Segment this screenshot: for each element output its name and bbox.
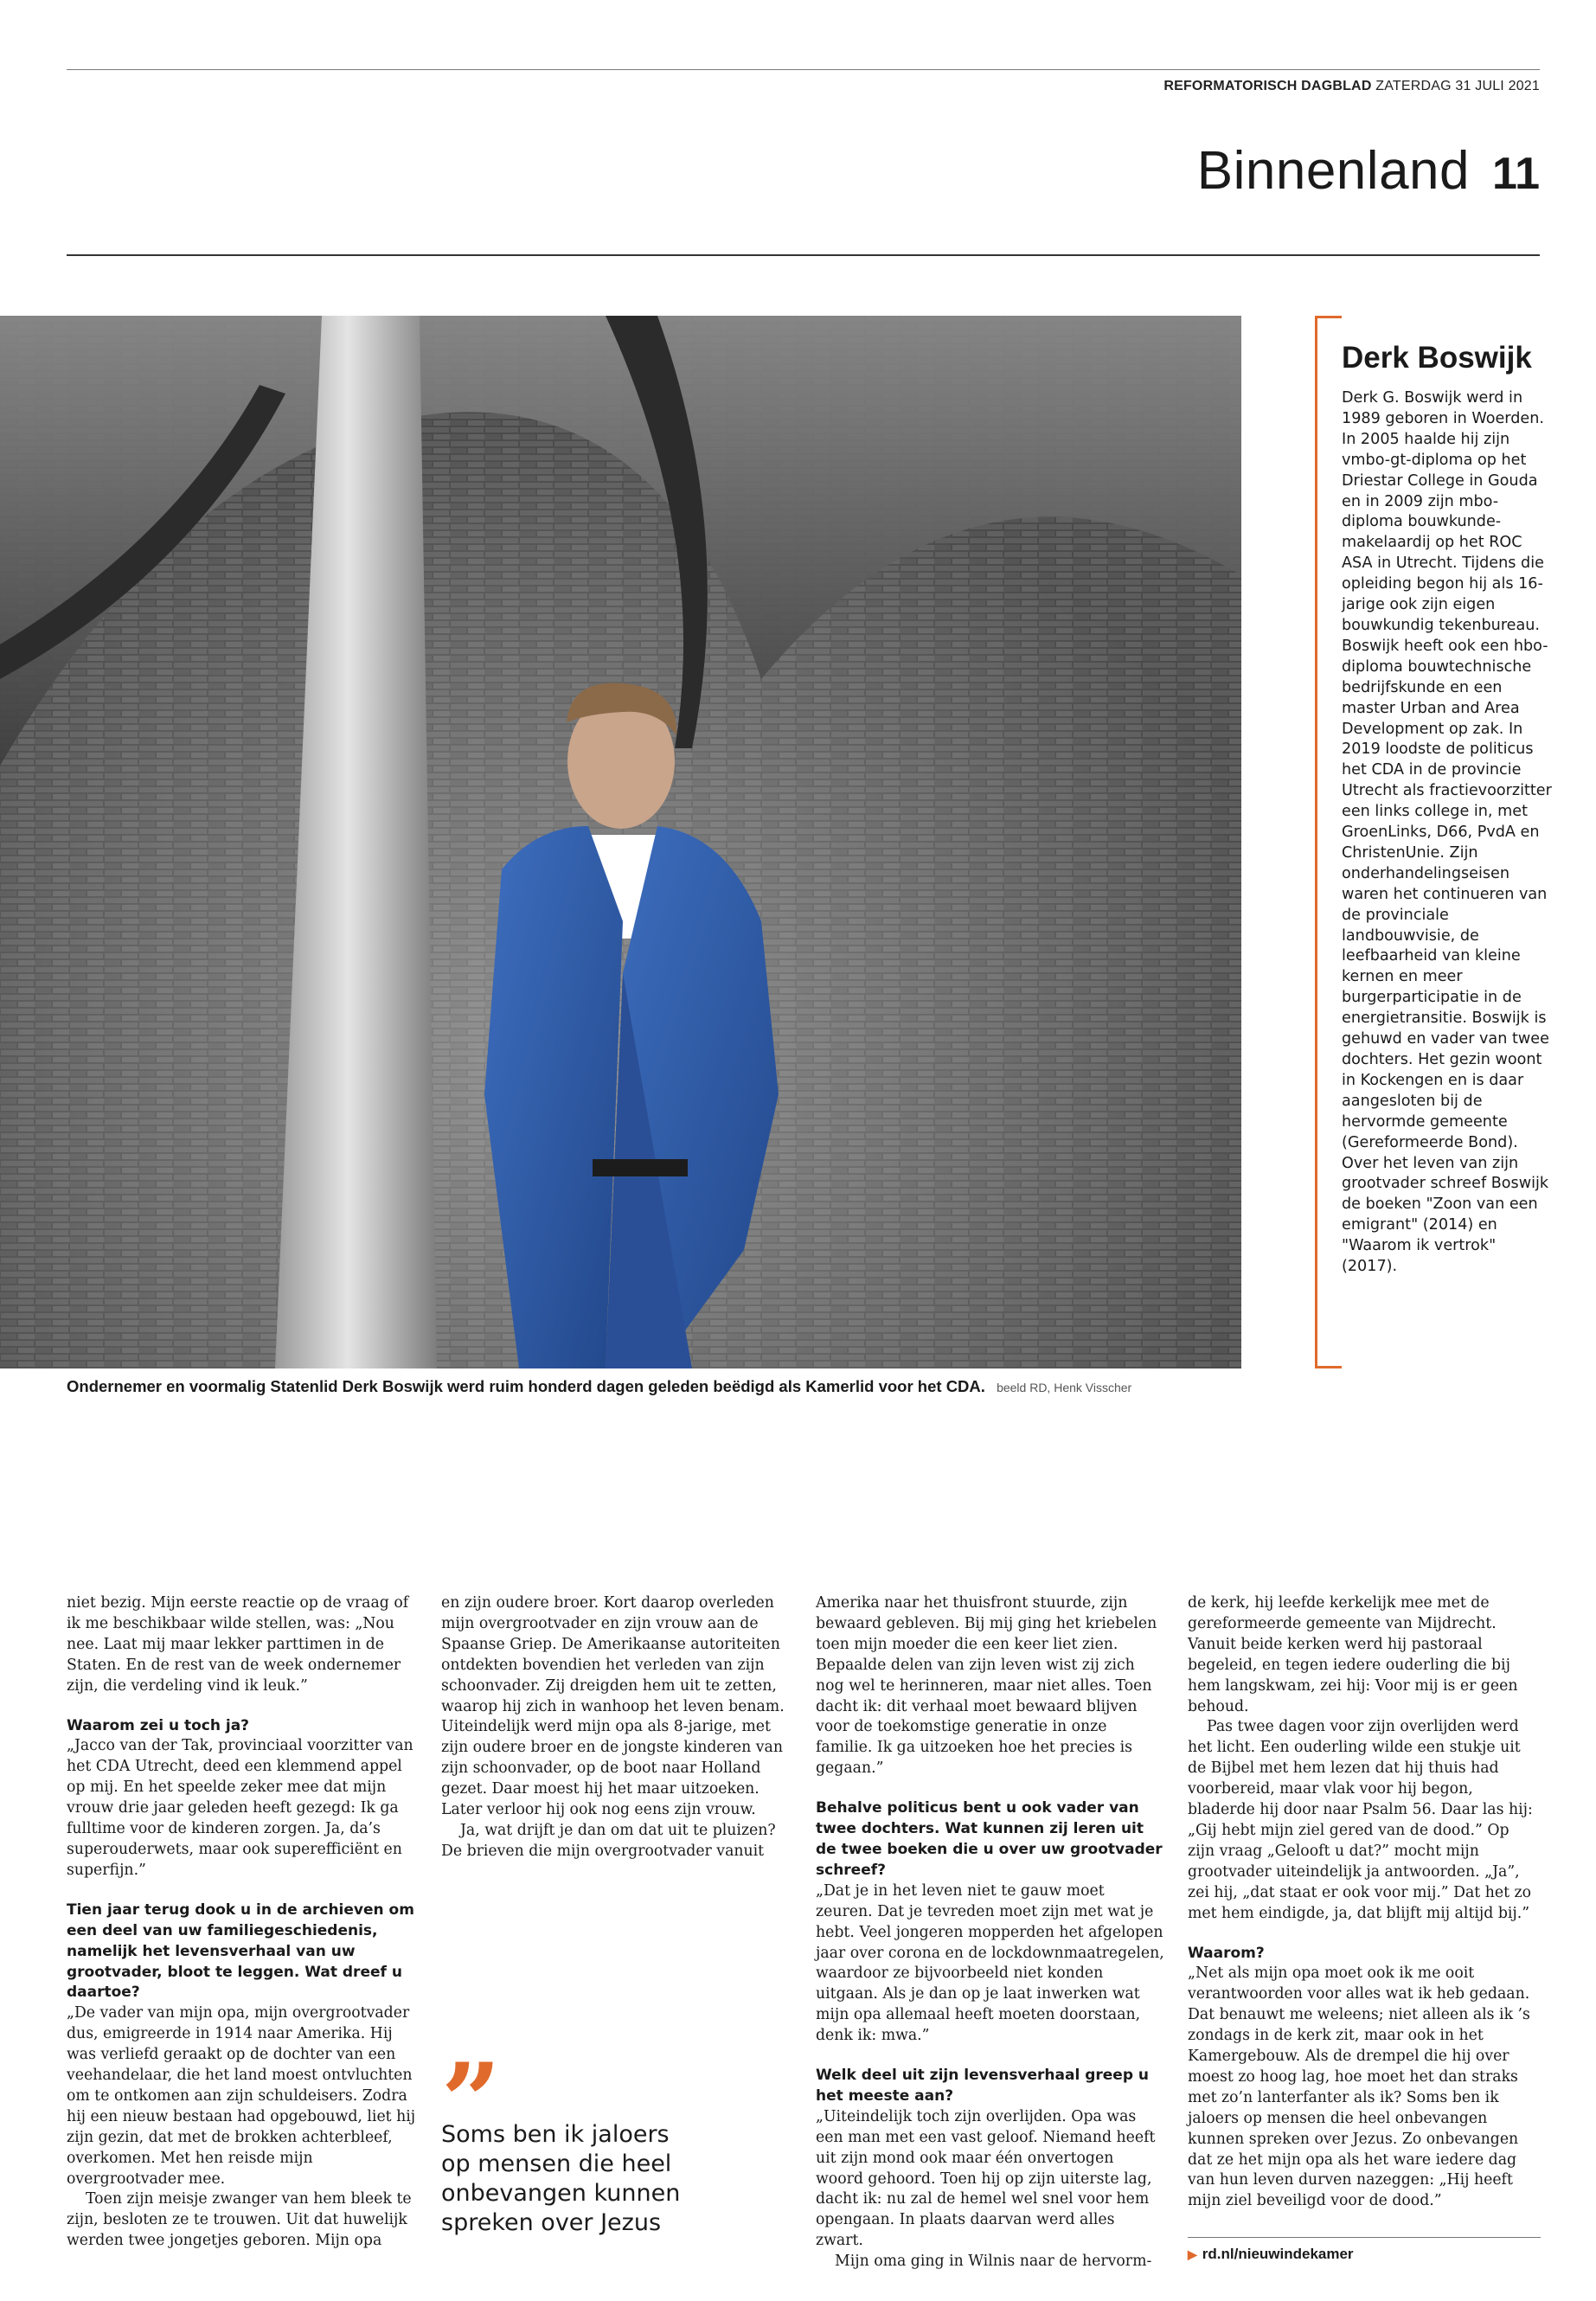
photo-illustration <box>0 316 1241 1368</box>
sidebar-accent-top <box>1317 316 1342 318</box>
paragraph: de kerk, hij leefde kerkelijk mee met de gereformeerde gemeente van Mijdrecht. Vanuit beide kerken werd hij pastoraal begeleid, en tegen iedere ouderling die bij hem langskwam, zei hij: Voor mij is er geen behoud. <box>1188 1594 1518 1715</box>
quote-mark-icon: ” <box>441 2041 497 2163</box>
interview-question: Tien jaar terug dook u in de archieven om een deel van uw familiegeschiedenis, namelijk het levensverhaal van uw grootvader, bloot te leggen. Wat dreef u daartoe? <box>67 1900 414 2002</box>
page-number: 11 <box>1492 149 1540 199</box>
paragraph: Mijn oma ging in Wilnis naar de hervorm- <box>835 2253 1152 2271</box>
profile-sidebar <box>1315 316 1552 1368</box>
play-arrow-icon: ▶ <box>1188 2247 1197 2261</box>
masthead <box>1163 79 1540 94</box>
interview-question: Waarom zei u toch ja? <box>67 1716 250 1734</box>
article-column-3 <box>816 1593 1165 2272</box>
interview-question: Waarom? <box>1188 1944 1265 1962</box>
paragraph: niet bezig. Mijn eerste reactie op de vraag of ik me beschikbaar wilde stellen, was: „Nou nee. Laat mij maar lekker parttimen in de Staten. En de rest van de week ondernemer zijn, die verdeling vind ik leuk.” <box>67 1594 409 1695</box>
paragraph: „Jacco van der Tak, provinciaal voorzitter van het CDA Utrecht, deed een klemmend appel op mij. En het speelde zeker mee dat mijn vrouw drie jaar geleden heeft gezegd: Ik ga fulltime voor de kinderen zorgen. Ja, da’s superouderwets, maar ook superefficiënt en superfijn.” <box>67 1737 413 1879</box>
footer-rule <box>1188 2237 1541 2238</box>
article-column-2 <box>441 1593 791 1862</box>
web-link-text: rd.nl/nieuwindekamer <box>1202 2246 1354 2262</box>
sidebar-name: Derk Boswijk <box>1342 341 1532 375</box>
header-top-rule <box>67 69 1540 70</box>
caption-text: Ondernemer en voormalig Statenlid Derk Boswijk werd ruim honderd dagen geleden beëdigd als Kamerlid voor het CDA. <box>67 1377 985 1395</box>
photo-caption <box>67 1377 1278 1396</box>
pull-quote <box>441 2041 701 2238</box>
masthead-paper: REFORMATORISCH DAGBLAD <box>1163 79 1372 93</box>
photo-credit: beeld RD, Henk Visscher <box>997 1381 1132 1394</box>
paragraph: Pas twee dagen voor zijn overlijden werd het licht. Een ouderling wilde een stukje uit de Bijbel met hem lezen dat hij thuis had voorbereid, maar vlak voor hij begon, bladerde hij door naar Psalm 56. Daar las hij: „Gij hebt mijn ziel gered van de dood.” Op zijn vraag „Gelooft u dat?” mocht mijn grootvader uiteindelijk ja antwoorden. „Ja”, zei hij, „dat staat er ook voor mij.” Dat het zo met hem eindigde, ja, dat blijft mij altijd bij.” <box>1188 1718 1533 1922</box>
article-column-1 <box>67 1593 416 2252</box>
paragraph: „Net als mijn opa moet ook ik me ooit verantwoorden voor alles wat ik heb gedaan. Dat benauwt me weleens; niet alleen als ik ’s zondags in de kerk zit, maar ook in het Kamergebouw. Als de drempel die hij over moest zo hoog lag, hoe moet het dan straks met zo’n lanterfanter als ik? Soms ben ik jaloers op mensen die heel onbevangen kunnen spreken over Jezus. Zo onbevangen dat ze het mijn opa als het ware iedere dag van hun leven durven nazeggen: „Hij heeft mijn ziel beveiligd voor de dood.” <box>1188 1965 1530 2210</box>
sidebar-bio: Derk G. Boswijk werd in 1989 geboren in Woerden. In 2005 haalde hij zijn vmbo-gt-diploma op het Driestar College in Gouda en in 2009 zijn mbo-diploma bouwkunde-makelaardij op het ROC ASA in Utrecht. Tijdens die opleiding begon hij als 16-jarige ook zijn eigen bouwkundig tekenbureau. Boswijk heeft ook een hbo-diploma bouwtechnische bedrijfskunde en een master Urban and Area Development op zak. In 2019 loodste de politicus het CDA in de provincie Utrecht als fractievoorzitter een links college in, met GroenLinks, D66, PvdA en ChristenUnie. Zijn onderhandelingseisen waren het continueren van de provinciale landbouwvisie, de leefbaarheid van kleine kernen en meer burgerparticipatie in de energietransitie. Boswijk is gehuwd en vader van twee dochters. Het gezin woont in Kockengen en is daar aangesloten bij de hervormde gemeente (Gereformeerde Bond). Over het leven van zijn grootvader schreef Boswijk de boeken "Zoon van een emigrant" (2014) en "Waarom ik vertrok" (2017). <box>1342 389 1552 1276</box>
paragraph: „Dat je in het leven niet te gauw moet zeuren. Dat je tevreden moet zijn met wat je hebt. Veel jongeren mopperden het afgelopen jaar over corona en de lockdownmaatregelen, waardoor ze bijvoorbeeld niet konden uitgaan. Als je dan op je laat inwerken wat mijn opa allemaal heeft moeten doorstaan, denk ik: mwa.” <box>816 1881 1164 2045</box>
paragraph: „De vader van mijn opa, mijn overgrootvader dus, emigreerde in 1914 naar Amerika. Hij was verliefd geraakt op de dochter van een veehandelaar, die het land moest ontvluchten om te ontkomen aan zijn schuldeisers. Zodra hij een nieuw bestaan had opgebouwd, liet hij zijn gezin, dat met de brokken achterbleef, overkomen. Met hen reisde mijn overgrootvader mee. <box>67 2004 416 2188</box>
sidebar-accent-bottom <box>1317 1366 1342 1368</box>
masthead-date: ZATERDAG 31 JULI 2021 <box>1375 79 1540 93</box>
portrait-photo <box>0 316 1241 1368</box>
interview-question: Welk deel uit zijn levensverhaal greep u het meeste aan? <box>816 2067 1150 2105</box>
paragraph: „Uiteindelijk toch zijn overlijden. Opa was een man met een vast geloof. Niemand heeft uit zijn mond ook maar één onvertogen woord gehoord. Toen hij op zijn uiterste lag, dacht ik: nu zal de hemel wel snel voor hem opengaan. In plaats daarvan werd alles zwart. <box>816 2107 1156 2250</box>
paragraph: Amerika naar het thuisfront stuurde, zijn bewaard gebleven. Bij mij ging het kriebelen toen mijn moeder die een keer liet zien. Bepaalde delen van zijn leven wist zij zich nog wel te herinneren, maar niet alles. Toen dacht ik: dit verhaal moet bewaard blijven voor de toekomstige generatie in onze familie. Ik ga uitzoeken hoe het precies is gegaan.” <box>816 1594 1157 1778</box>
section-heading <box>1197 140 1540 202</box>
paragraph: en zijn oudere broer. Kort daarop overleden mijn overgrootvader en zijn vrouw aan de Spaanse Griep. De Amerikaanse autoriteiten ontdekten bovendien het verleden van zijn schoonvader. Zij dreigden hem uit te zetten, waarop hij zich in wanhoop het leven benam. Uiteindelijk werd mijn opa als 8-jarige, met zijn oudere broer en de jongste kinderen van zijn schoonvader, op de boot naar Holland gezet. Daar moest hij het maar uitzoeken. Later verloor hij ook nog eens zijn vrouw. <box>441 1594 785 1819</box>
paragraph: Ja, wat drijft je dan om dat uit te pluizen? De brieven die mijn overgrootvader vanuit <box>441 1821 776 1860</box>
interview-question: Behalve politicus bent u ook vader van twee dochters. Wat kunnen zij leren uit de twee boeken die u over uw grootvader schreef? <box>816 1799 1163 1879</box>
pull-quote-text: Soms ben ik jaloers op mensen die heel onbevangen kunnen spreken over Jezus <box>441 2121 681 2236</box>
paragraph: Toen zijn meisje zwanger van hem bleek te zijn, besloten ze te trouwen. Uit dat huwelijk werden twee jongetjes geboren. Mijn opa <box>67 2190 412 2250</box>
section-name: Binnenland <box>1196 141 1471 201</box>
article-column-4 <box>1188 1593 1537 2212</box>
web-link[interactable] <box>1188 2246 1354 2263</box>
header-bottom-rule <box>67 254 1540 256</box>
